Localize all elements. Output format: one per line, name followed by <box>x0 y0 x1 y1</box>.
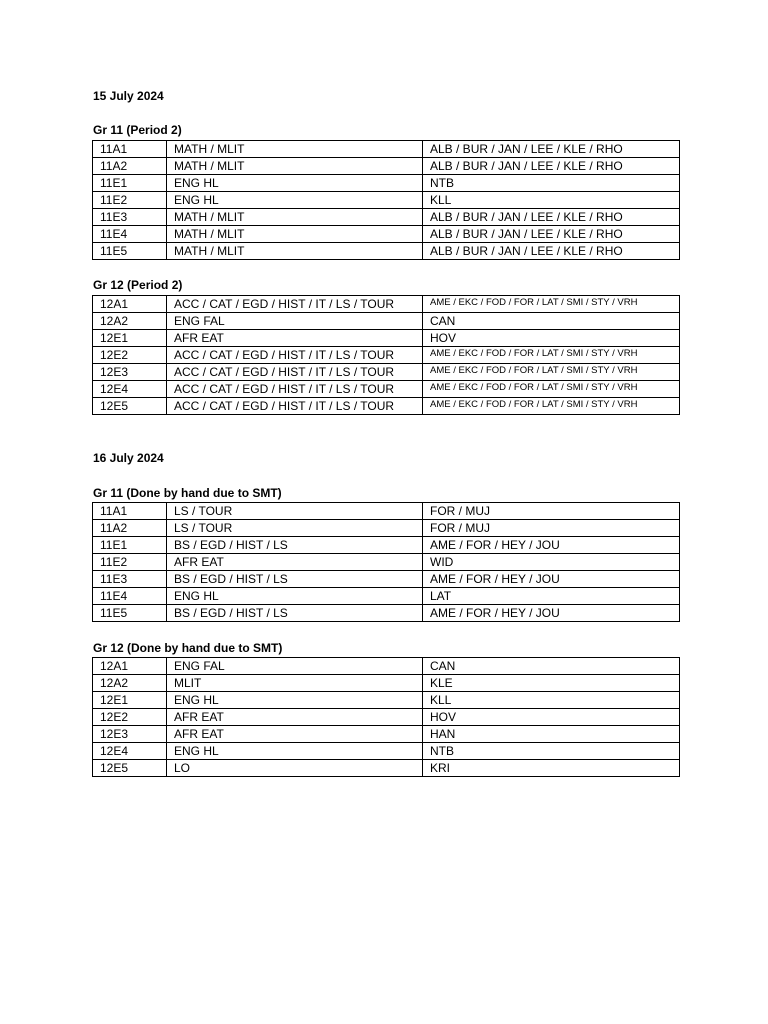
subject-cell: MLIT <box>167 675 423 692</box>
teachers-cell: ALB / BUR / JAN / LEE / KLE / RHO <box>423 209 680 226</box>
class-cell: 12E1 <box>93 330 167 347</box>
class-cell: 12E2 <box>93 347 167 364</box>
table-row <box>93 658 680 675</box>
table-row <box>93 141 680 158</box>
group-heading: Gr 12 (Done by hand due to SMT) <box>93 641 283 655</box>
table-row <box>93 158 680 175</box>
table-row <box>93 537 680 554</box>
subject-cell: BS / EGD / HIST / LS <box>167 571 423 588</box>
class-cell: 12E1 <box>93 692 167 709</box>
class-cell: 11E1 <box>93 175 167 192</box>
table-row <box>93 726 680 743</box>
teachers-cell: ALB / BUR / JAN / LEE / KLE / RHO <box>423 141 680 158</box>
teachers-cell: ALB / BUR / JAN / LEE / KLE / RHO <box>423 158 680 175</box>
class-cell: 11E3 <box>93 571 167 588</box>
subject-cell: ENG HL <box>167 588 423 605</box>
teachers-cell: AME / FOR / HEY / JOU <box>423 605 680 622</box>
teachers-cell: KLL <box>423 192 680 209</box>
teachers-cell: WID <box>423 554 680 571</box>
class-cell: 11E2 <box>93 554 167 571</box>
subject-cell: ENG FAL <box>167 658 423 675</box>
subject-cell: ENG HL <box>167 743 423 760</box>
table-row <box>93 743 680 760</box>
class-cell: 12A2 <box>93 313 167 330</box>
table-row <box>93 709 680 726</box>
subject-cell: BS / EGD / HIST / LS <box>167 537 423 554</box>
table-row <box>93 571 680 588</box>
group-heading: Gr 11 (Done by hand due to SMT) <box>93 486 282 500</box>
teachers-cell: NTB <box>423 743 680 760</box>
table-row <box>93 692 680 709</box>
teachers-cell: HOV <box>423 330 680 347</box>
teachers-cell: KLL <box>423 692 680 709</box>
subject-cell: ENG HL <box>167 175 423 192</box>
subject-cell: ACC / CAT / EGD / HIST / IT / LS / TOUR <box>167 381 423 398</box>
subject-cell: MATH / MLIT <box>167 158 423 175</box>
table-row <box>93 243 680 260</box>
subject-cell: ENG HL <box>167 692 423 709</box>
schedule-table <box>92 295 680 415</box>
class-cell: 12E3 <box>93 726 167 743</box>
teachers-cell: AME / EKC / FOD / FOR / LAT / SMI / STY / VRH <box>423 364 680 381</box>
class-cell: 12E2 <box>93 709 167 726</box>
table-row <box>93 364 680 381</box>
teachers-cell: HAN <box>423 726 680 743</box>
class-cell: 12A1 <box>93 296 167 313</box>
table-row <box>93 209 680 226</box>
teachers-cell: AME / EKC / FOD / FOR / LAT / SMI / STY / VRH <box>423 398 680 415</box>
subject-cell: LO <box>167 760 423 777</box>
teachers-cell: AME / EKC / FOD / FOR / LAT / SMI / STY / VRH <box>423 296 680 313</box>
class-cell: 11A1 <box>93 503 167 520</box>
subject-cell: ACC / CAT / EGD / HIST / IT / LS / TOUR <box>167 398 423 415</box>
subject-cell: ACC / CAT / EGD / HIST / IT / LS / TOUR <box>167 364 423 381</box>
subject-cell: LS / TOUR <box>167 520 423 537</box>
table-row <box>93 381 680 398</box>
class-cell: 11E4 <box>93 588 167 605</box>
subject-cell: MATH / MLIT <box>167 209 423 226</box>
class-cell: 11A1 <box>93 141 167 158</box>
class-cell: 12A2 <box>93 675 167 692</box>
table-row <box>93 347 680 364</box>
teachers-cell: CAN <box>423 313 680 330</box>
teachers-cell: LAT <box>423 588 680 605</box>
date-heading: 16 July 2024 <box>93 451 164 465</box>
table-row <box>93 760 680 777</box>
subject-cell: ENG HL <box>167 192 423 209</box>
schedule-table <box>92 502 680 622</box>
class-cell: 11A2 <box>93 520 167 537</box>
class-cell: 11E5 <box>93 243 167 260</box>
teachers-cell: AME / FOR / HEY / JOU <box>423 571 680 588</box>
teachers-cell: FOR / MUJ <box>423 503 680 520</box>
class-cell: 11E4 <box>93 226 167 243</box>
group-heading: Gr 11 (Period 2) <box>93 123 182 137</box>
subject-cell: ACC / CAT / EGD / HIST / IT / LS / TOUR <box>167 347 423 364</box>
table-row <box>93 675 680 692</box>
teachers-cell: CAN <box>423 658 680 675</box>
teachers-cell: ALB / BUR / JAN / LEE / KLE / RHO <box>423 243 680 260</box>
table-row <box>93 520 680 537</box>
subject-cell: BS / EGD / HIST / LS <box>167 605 423 622</box>
subject-cell: AFR EAT <box>167 554 423 571</box>
teachers-cell: FOR / MUJ <box>423 520 680 537</box>
table-row <box>93 192 680 209</box>
table-row <box>93 398 680 415</box>
table-row <box>93 330 680 347</box>
subject-cell: MATH / MLIT <box>167 141 423 158</box>
class-cell: 12E4 <box>93 743 167 760</box>
class-cell: 11E5 <box>93 605 167 622</box>
subject-cell: MATH / MLIT <box>167 243 423 260</box>
teachers-cell: ALB / BUR / JAN / LEE / KLE / RHO <box>423 226 680 243</box>
subject-cell: AFR EAT <box>167 726 423 743</box>
class-cell: 12E5 <box>93 760 167 777</box>
subject-cell: AFR EAT <box>167 330 423 347</box>
teachers-cell: AME / FOR / HEY / JOU <box>423 537 680 554</box>
subject-cell: ACC / CAT / EGD / HIST / IT / LS / TOUR <box>167 296 423 313</box>
class-cell: 11E3 <box>93 209 167 226</box>
date-heading: 15 July 2024 <box>93 89 164 103</box>
teachers-cell: KLE <box>423 675 680 692</box>
table-row <box>93 588 680 605</box>
teachers-cell: NTB <box>423 175 680 192</box>
subject-cell: AFR EAT <box>167 709 423 726</box>
teachers-cell: KRI <box>423 760 680 777</box>
teachers-cell: AME / EKC / FOD / FOR / LAT / SMI / STY / VRH <box>423 381 680 398</box>
table-row <box>93 605 680 622</box>
table-row <box>93 554 680 571</box>
teachers-cell: AME / EKC / FOD / FOR / LAT / SMI / STY / VRH <box>423 347 680 364</box>
class-cell: 12E5 <box>93 398 167 415</box>
schedule-table <box>92 140 680 260</box>
table-row <box>93 226 680 243</box>
subject-cell: LS / TOUR <box>167 503 423 520</box>
teachers-cell: HOV <box>423 709 680 726</box>
table-row <box>93 313 680 330</box>
class-cell: 11E2 <box>93 192 167 209</box>
table-row <box>93 175 680 192</box>
table-row <box>93 503 680 520</box>
class-cell: 11E1 <box>93 537 167 554</box>
subject-cell: MATH / MLIT <box>167 226 423 243</box>
group-heading: Gr 12 (Period 2) <box>93 278 183 292</box>
class-cell: 12E4 <box>93 381 167 398</box>
class-cell: 12E3 <box>93 364 167 381</box>
subject-cell: ENG FAL <box>167 313 423 330</box>
class-cell: 11A2 <box>93 158 167 175</box>
class-cell: 12A1 <box>93 658 167 675</box>
schedule-table <box>92 657 680 777</box>
table-row <box>93 296 680 313</box>
